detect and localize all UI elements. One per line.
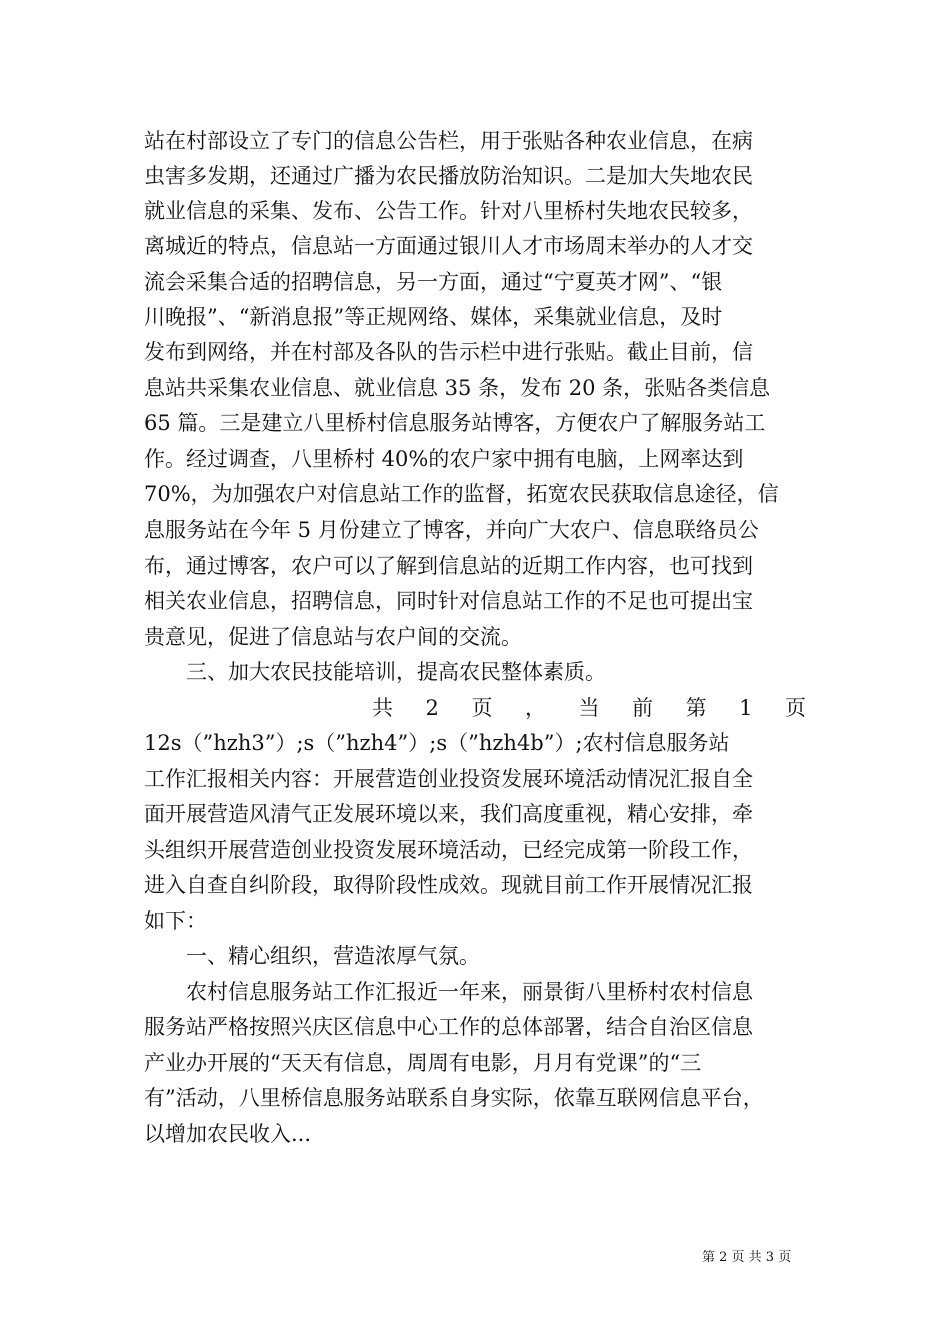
paragraph-line: 站在村部设立了专门的信息公告栏，用于张贴各种农业信息，在病 — [144, 129, 753, 153]
paragraph-line: 面开展营造风清气正发展环境以来，我们高度重视，精心安排，牵 — [144, 802, 753, 826]
paragraph-line: 发布到网络，并在村部及各队的告示栏中进行张贴。截止目前，信 — [144, 340, 753, 364]
page-counter-char: 页 — [785, 696, 806, 720]
paragraph-line: 工作汇报相关内容：开展营造创业投资发展环境活动情况汇报自全 — [144, 767, 753, 791]
paragraph-line: 流会采集合适的招聘信息，另一方面，通过“宁夏英才网”、“银 — [144, 270, 723, 294]
page-counter-char: 1 — [739, 696, 753, 720]
paragraph-line: 65 篇。三是建立八里桥村信息服务站博客，方便农户了解服务站工 — [144, 411, 766, 435]
page-counter-char: ， — [524, 696, 546, 720]
paragraph-line: 12s（”hzh3”）;s（”hzh4”）;s（”hzh4b”）;农村信息服务站 — [144, 731, 730, 755]
page-footer: 第 2 页 共 3 页 — [702, 1250, 792, 1265]
paragraph-line: 作。经过调查，八里桥村 40%的农户家中拥有电脑，上网率达到 — [144, 447, 744, 471]
paragraph-line: 相关农业信息，招聘信息，同时针对信息站工作的不足也可提出宝 — [144, 589, 753, 613]
paragraph-line: 息站共采集农业信息、就业信息 35 条，发布 20 条，张贴各类信息 — [144, 376, 771, 400]
paragraph-line: 离城近的特点，信息站一方面通过银川人才市场周末举办的人才交 — [144, 234, 753, 258]
section-heading: 一、精心组织，营造浓厚气氛。 — [186, 944, 480, 968]
page-counter-char: 第 — [685, 696, 707, 720]
paragraph-line: 以增加农民收入... — [144, 1122, 312, 1146]
paragraph-line: 进入自查自纠阶段，取得阶段性成效。现就目前工作开展情况汇报 — [144, 873, 753, 897]
paragraph-line: 有”活动，八里桥信息服务站联系自身实际，依靠互联网信息平台， — [144, 1086, 764, 1110]
paragraph-line: 70%，为加强农户对信息站工作的监督，拓宽农民获取信息途径，信 — [144, 482, 779, 506]
paragraph-line: 产业办开展的“天天有信息，周周有电影，月月有党课”的“三 — [144, 1051, 702, 1075]
paragraph-line: 服务站严格按照兴庆区信息中心工作的总体部署，结合自治区信息 — [144, 1015, 753, 1039]
page-counter-char: 页 — [471, 696, 493, 720]
page-counter-line — [372, 693, 806, 723]
paragraph-line: 贵意见，促进了信息站与农户间的交流。 — [144, 625, 522, 649]
paragraph-line: 如下： — [144, 909, 207, 933]
page-counter-char: 当 — [578, 696, 600, 720]
paragraph-line: 虫害多发期，还通过广播为农民播放防治知识。二是加大失地农民 — [144, 164, 753, 188]
paragraph-line: 布，通过博客，农户可以了解到信息站的近期工作内容，也可找到 — [144, 554, 753, 578]
section-heading: 三、加大农民技能培训，提高农民整体素质。 — [186, 660, 606, 684]
paragraph-line: 农村信息服务站工作汇报近一年来，丽景街八里桥村农村信息 — [186, 980, 753, 1004]
paragraph-line: 息服务站在今年 5 月份建立了博客，并向广大农户、信息联络员公 — [144, 518, 759, 542]
paragraph-line: 川晚报”、“新消息报”等正规网络、媒体，采集就业信息，及时 — [144, 305, 723, 329]
paragraph-line: 头组织开展营造创业投资发展环境活动，已经完成第一阶段工作， — [144, 838, 753, 862]
paragraph-line: 就业信息的采集、发布、公告工作。针对八里桥村失地农民较多， — [144, 199, 753, 223]
page-counter-char: 2 — [425, 696, 439, 720]
page-counter-char: 前 — [632, 696, 654, 720]
page-counter-char: 共 — [372, 696, 393, 720]
